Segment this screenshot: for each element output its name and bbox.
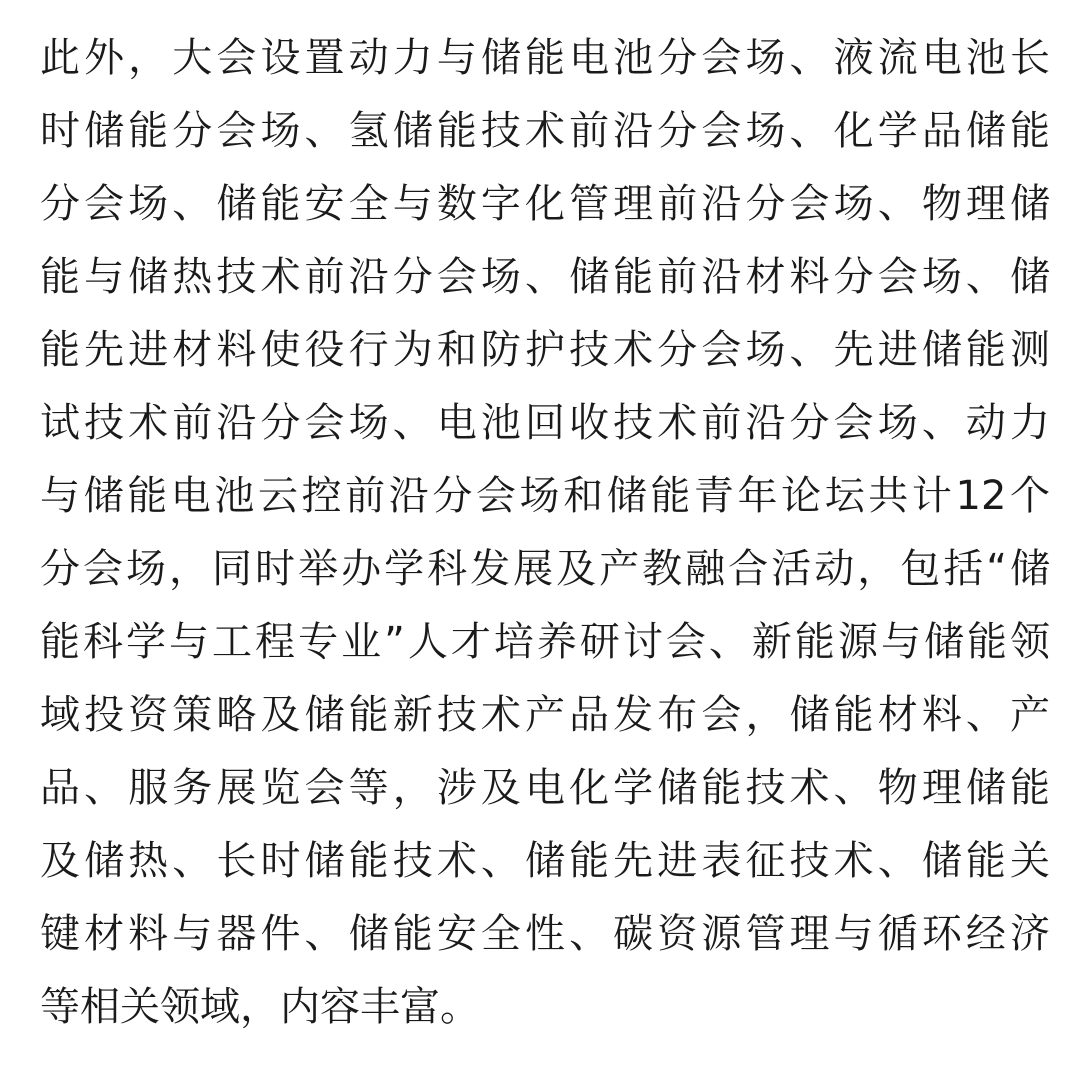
paragraph-line-13: 键材料与器件、储能安全性、碳资源管理与循环经济 <box>40 911 1050 957</box>
paragraph-line-8: 分会场，同时举办学科发展及产教融合活动，包括“储 <box>40 546 1050 592</box>
paragraph-line-7: 与储能电池云控前沿分会场和储能青年论坛共计12个 <box>40 473 1050 519</box>
paragraph-line-6: 试技术前沿分会场、电池回收技术前沿分会场、动力 <box>40 400 1050 446</box>
paragraph-line-4: 能与储热技术前沿分会场、储能前沿材料分会场、储 <box>40 254 1050 300</box>
paragraph-line-9: 能科学与工程专业”人才培养研讨会、新能源与储能领 <box>40 619 1050 665</box>
paragraph-line-14: 等相关领域，内容丰富。 <box>40 984 480 1030</box>
article-paragraph <box>40 22 1050 1044</box>
paragraph-line-12: 及储热、长时储能技术、储能先进表征技术、储能关 <box>40 838 1050 884</box>
paragraph-line-1: 此外，大会设置动力与储能电池分会场、液流电池长 <box>40 35 1050 81</box>
paragraph-line-11: 品、服务展览会等，涉及电化学储能技术、物理储能 <box>40 765 1050 811</box>
paragraph-line-5: 能先进材料使役行为和防护技术分会场、先进储能测 <box>40 327 1050 373</box>
paragraph-line-10: 域投资策略及储能新技术产品发布会，储能材料、产 <box>40 692 1050 738</box>
paragraph-line-2: 时储能分会场、氢储能技术前沿分会场、化学品储能 <box>40 108 1050 154</box>
paragraph-line-3: 分会场、储能安全与数字化管理前沿分会场、物理储 <box>40 181 1050 227</box>
